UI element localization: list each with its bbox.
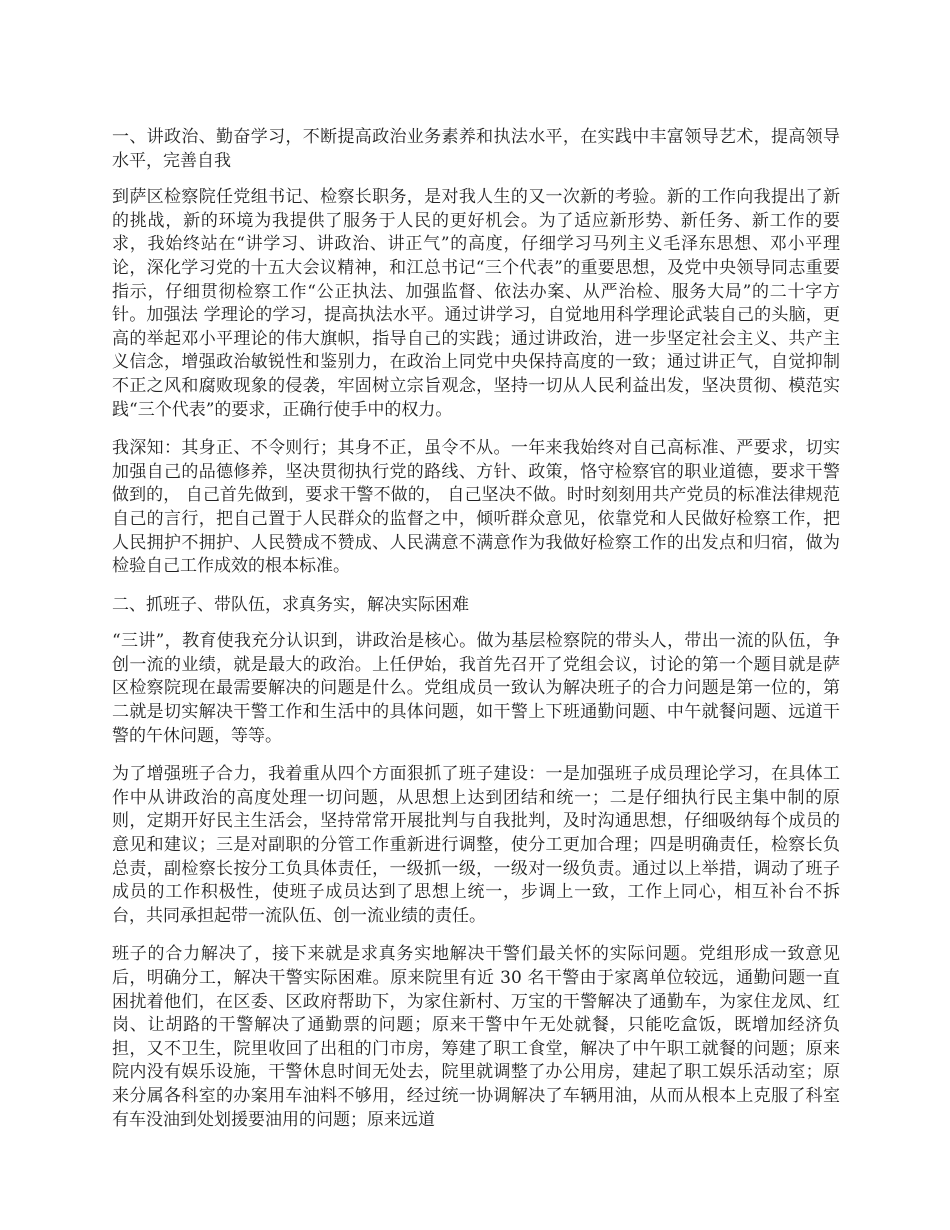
- paragraph-3: “三讲”，教育使我充分认识到，讲政治是核心。做为基层检察院的带头人，带出一流的队伍，争创一流的业绩，就是最大的政治。上任伊始，我首先召开了党组会议，讨论的第一个题目就是萨区检察院现在最需要解决的问题是什么。党组成员一致认为解决班子的合力问题是第一位的，第二就是切实解决干警工作和生活中的具体问题，如干警上下班通勤问题、中午就餐问题、远道干警的午休问题，等等。: [112, 631, 840, 746]
- paragraph-5: 班子的合力解决了，接下来就是求真务实地解决干警们最关怀的实际问题。党组形成一致意见后，明确分工，解决干警实际困难。原来院里有近 30 名干警由于家离单位较远，通勤问题一直困扰着他们，在区委、区政府帮助下，为家住新村、万宝的干警解决了通勤车，为家住龙凤、红岗、让胡路的干警解决了通勤票的问题；原来干警中午无处就餐，只能吃盒饭，既增加经济负担，又不卫生，院里收回了出租的门市房，筹建了职工食堂，解决了中午职工就餐的问题；原来院内没有娱乐设施，干警休息时间无处去，院里就调整了办公用房，建起了职工娱乐活动室；原来分属各科室的办案用车油料不够用，经过统一协调解决了车辆用油，从而从根本上克服了科室有车没油到处划援要油用的问题；原来远道: [112, 944, 840, 1130]
- document-body: [112, 126, 840, 1147]
- paragraph-2: 我深知：其身正、不令则行；其身不正，虽令不从。一年来我始终对自己高标准、严要求，切实加强自己的品德修养，坚决贯彻执行党的路线、方针、政策，恪守检察官的职业道德，要求干警做到的， 自己首先做到，要求干警不做的， 自己坚决不做。时时刻刻用共产党员的标准法律规范自己的言行，把自己置于人民群众的监督之中，倾听群众意见，依靠党和人民做好检察工作，把人民拥护不拥护、人民赞成不赞成、人民满意不满意作为我做好检察工作的出发点和归宿，做为检验自己工作成效的根本标准。: [112, 438, 840, 577]
- section-heading-1: 一、讲政治、勤奋学习，不断提高政治业务素养和执法水平，在实践中丰富领导艺术，提高领导水平，完善自我: [112, 127, 840, 171]
- paragraph-1: 到萨区检察院任党组书记、检察长职务，是对我人生的又一次新的考验。新的工作向我提出了新的挑战，新的环境为我提供了服务于人民的更好机会。为了适应新形势、新任务、新工作的要求，我始终站在“讲学习、讲政治、讲正气”的高度，仔细学习马列主义毛泽东思想、邓小平理论，深化学习党的十五大会议精神，和江总书记“三个代表”的重要思想，及党中央领导同志重要指示，仔细贯彻检察工作“公正执法、加强监督、依法办案、从严治检、服务大局”的二十字方针。加强法 学理论的学习，提高执法水平。通过讲学习，自觉地用科学理论武装自己的头脑，更高的举起邓小平理论的伟大旗帜，指导自己的实践；通过讲政治，进一步坚定社会主义、共产主义信念，增强政治敏锐性和鉴别力，在政治上同党中央保持高度的一致；通过讲正气，自觉抑制不正之风和腐败现象的侵袭，牢固树立宗旨观念，坚持一切从人民利益出发，坚决贯彻、模范实践“三个代表”的要求，正确行使手中的权力。: [112, 187, 840, 420]
- paragraph-4: 为了增强班子合力，我着重从四个方面狠抓了班子建设：一是加强班子成员理论学习，在具体工作中从讲政治的高度处理一切问题，从思想上达到团结和统一；二是仔细执行民主集中制的原则，定期开好民主生活会，坚持常常开展批判与自我批判，及时沟通思想，仔细吸纳每个成员的意见和建议；三是对副职的分管工作重新进行调整，使分工更加合理；四是明确责任，检察长负总责，副检察长按分工负具体责任，一级抓一级，一级对一级负责。通过以上举措，调动了班子成员的工作积极性，使班子成员达到了思想上统一，步调上一致，工作上同心，相互补台不拆台，共同承担起带一流队伍、创一流业绩的责任。: [112, 764, 840, 926]
- section-heading-2: 二、抓班子、带队伍，求真务实，解决实际困难: [112, 594, 469, 615]
